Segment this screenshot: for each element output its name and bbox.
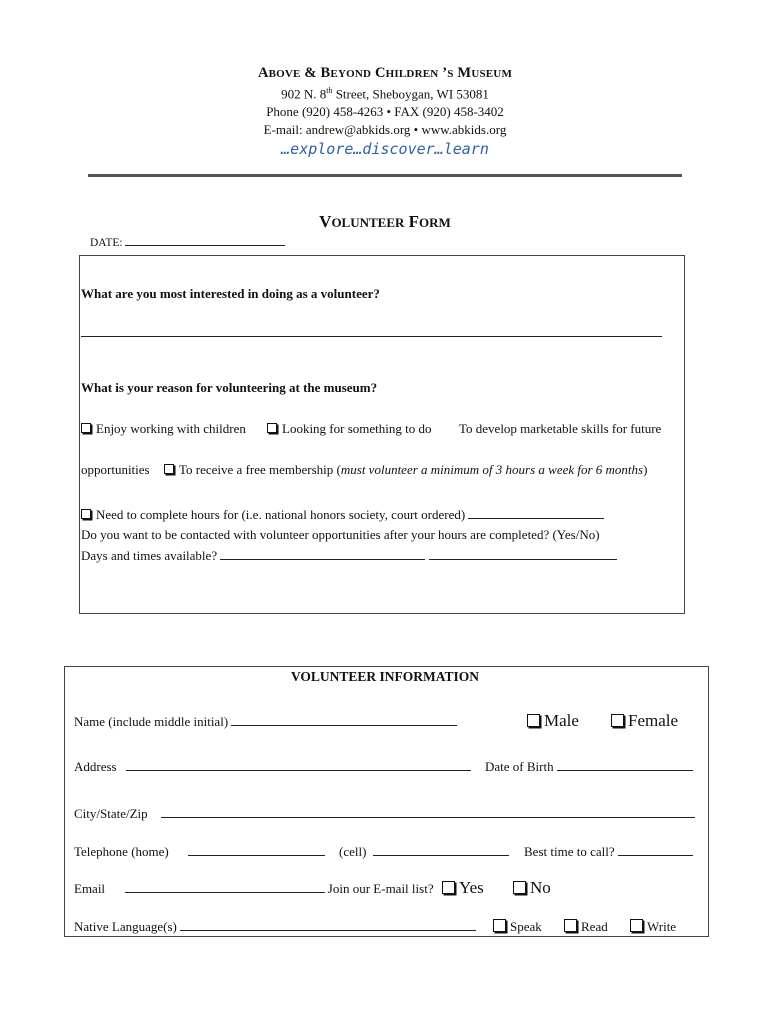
dob-line[interactable] xyxy=(557,760,693,771)
city-line[interactable] xyxy=(161,807,695,818)
option-marketable-skills[interactable]: To develop marketable skills for future xyxy=(459,421,662,436)
email-line[interactable] xyxy=(125,882,325,893)
reason-question: What is your reason for volunteering at the museum? xyxy=(81,380,378,395)
date-line[interactable] xyxy=(125,235,285,246)
form-title: VOLUNTEER FORM xyxy=(319,212,451,231)
header-divider xyxy=(88,174,682,177)
best-time-line[interactable] xyxy=(618,845,693,856)
hours-line[interactable] xyxy=(468,508,604,519)
checkbox-icon[interactable] xyxy=(564,919,577,932)
option-enjoy-children[interactable]: Enjoy working with children xyxy=(81,421,246,437)
checkbox-icon[interactable] xyxy=(493,919,506,932)
volunteer-info-heading: VOLUNTEER INFORMATION xyxy=(290,669,480,684)
checkbox-icon[interactable] xyxy=(527,714,540,727)
telephone-home-field[interactable]: Telephone (home) xyxy=(74,844,325,860)
tagline: …explore…discover…learn xyxy=(281,140,489,158)
days-line[interactable] xyxy=(220,549,425,560)
date-label: DATE: xyxy=(90,237,123,249)
write-option[interactable]: Write xyxy=(630,919,676,935)
telephone-home-line[interactable] xyxy=(188,845,325,856)
join-no-option[interactable]: No xyxy=(513,878,551,898)
email-field[interactable]: Email Join our E-mail list? xyxy=(74,881,434,896)
cell-field[interactable]: (cell) xyxy=(339,844,509,860)
address-field[interactable]: Address xyxy=(74,759,471,775)
org-name: ABOVE & BEYOND CHILDREN ’S MUSEUM xyxy=(257,65,513,81)
checkbox-icon[interactable] xyxy=(81,509,91,519)
native-language-line[interactable] xyxy=(180,920,476,931)
dob-field[interactable]: Date of Birth xyxy=(485,759,693,775)
name-line[interactable] xyxy=(231,715,457,726)
checkbox-icon[interactable] xyxy=(513,881,526,894)
option-looking-something[interactable]: Looking for something to do xyxy=(267,421,432,437)
option-marketable-skills-cont: opportunities xyxy=(81,462,150,477)
checkbox-icon[interactable] xyxy=(630,919,643,932)
org-email-web: E-mail: andrew@abkids.org • www.abkids.org xyxy=(263,122,507,137)
city-field[interactable]: City/State/Zip xyxy=(74,806,695,822)
checkbox-icon[interactable] xyxy=(267,423,277,433)
interest-question: What are you most interested in doing as a volunteer? xyxy=(81,286,380,301)
date-field[interactable] xyxy=(90,235,285,249)
native-language-field[interactable]: Native Language(s) xyxy=(74,919,476,935)
female-option[interactable]: Female xyxy=(611,711,678,731)
interest-answer-line[interactable] xyxy=(81,336,662,337)
option-complete-hours[interactable]: Need to complete hours for (i.e. national honors society, court ordered) xyxy=(81,507,604,523)
best-time-field[interactable]: Best time to call? xyxy=(524,844,693,860)
org-address: 902 N. 8th Street, Sheboygan, WI 53081 xyxy=(281,86,489,102)
join-yes-option[interactable]: Yes xyxy=(442,878,484,898)
name-field[interactable]: Name (include middle initial) xyxy=(74,714,457,730)
times-line[interactable] xyxy=(429,549,617,560)
org-phone-fax: Phone (920) 458-4263 • FAX (920) 458-3402 xyxy=(266,104,504,119)
checkbox-icon[interactable] xyxy=(611,714,624,727)
read-option[interactable]: Read xyxy=(564,919,608,935)
checkbox-icon[interactable] xyxy=(164,464,174,474)
speak-option[interactable]: Speak xyxy=(493,919,542,935)
contact-question: Do you want to be contacted with volunteer opportunities after your hours are completed? (Yes/No) xyxy=(81,527,600,542)
option-free-membership[interactable]: To receive a free membership (must volunteer a minimum of 3 hours a week for 6 months) xyxy=(164,462,647,478)
cell-line[interactable] xyxy=(373,845,509,856)
address-line[interactable] xyxy=(126,760,471,771)
days-times-field[interactable]: Days and times available? xyxy=(81,548,617,564)
checkbox-icon[interactable] xyxy=(442,881,455,894)
male-option[interactable]: Male xyxy=(527,711,579,731)
checkbox-icon[interactable] xyxy=(81,423,91,433)
